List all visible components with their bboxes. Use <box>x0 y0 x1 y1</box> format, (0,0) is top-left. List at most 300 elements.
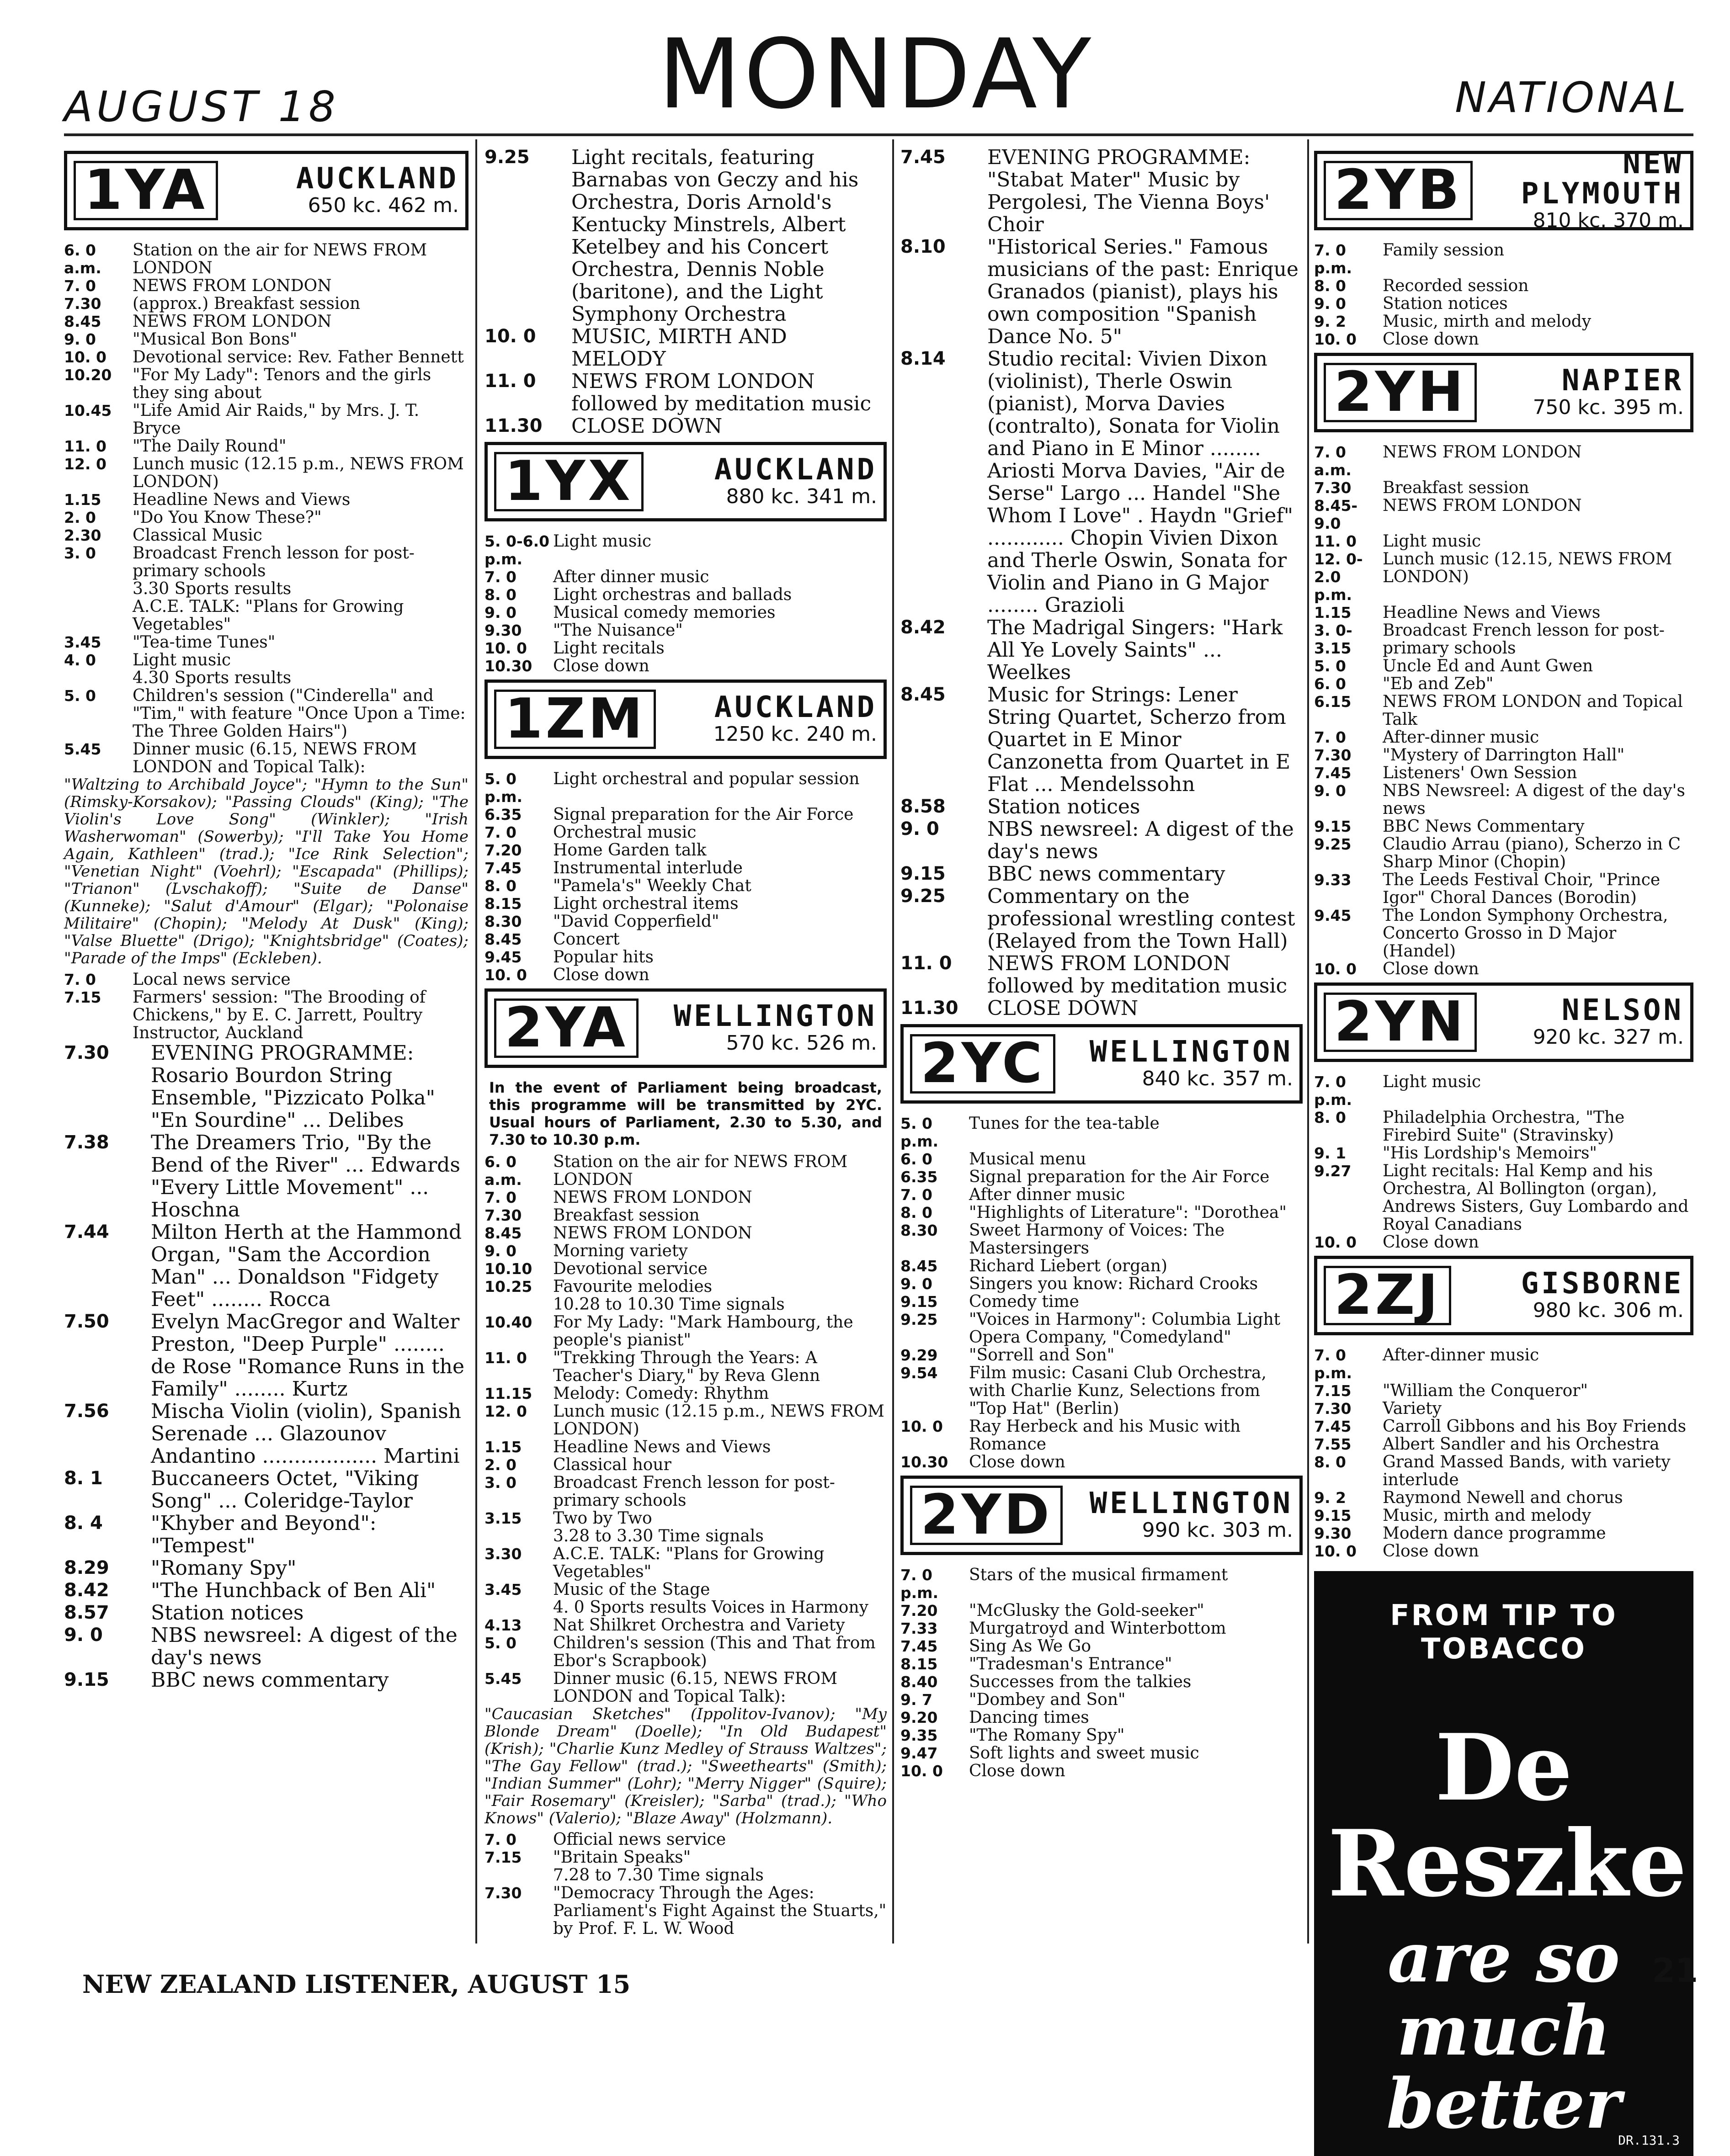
entry-description: Close down <box>553 657 649 675</box>
entry-time: 8. 0 <box>484 877 516 895</box>
entry-time: 8.57 <box>64 1602 109 1623</box>
entry-description: "Pamela's" Weekly Chat <box>553 876 751 895</box>
programme-entry <box>900 796 1303 818</box>
entry-description: Light music <box>553 532 652 551</box>
station-meta <box>296 164 459 218</box>
entry-time: 9. 2 <box>1314 1489 1346 1507</box>
station-meta <box>1533 995 1684 1049</box>
schedule-1zm <box>484 770 887 984</box>
programme-entry <box>1314 479 1693 497</box>
programme-entry <box>64 740 468 776</box>
entry-time: 9.30 <box>484 621 522 639</box>
programme-entry <box>1314 1162 1693 1233</box>
programme-entry <box>900 1726 1303 1744</box>
entry-description: Signal preparation for the Air Force <box>553 805 854 824</box>
schedule-1ya-late <box>484 146 887 437</box>
entry-description: Station on the air for NEWS FROM LONDON <box>553 1152 848 1189</box>
entry-description: After dinner music <box>969 1185 1125 1204</box>
entry-time: 6. 0 a.m. <box>484 1153 522 1189</box>
entry-description: Film music: Casani Club Orchestra, with Charlie Kunz, Selections from "Top Hat" (Berlin) <box>969 1364 1267 1418</box>
entry-time: 9.15 <box>1314 818 1352 835</box>
station-city: AUCKLAND <box>714 690 877 724</box>
entry-description: Uncle Ed and Aunt Gwen <box>1383 657 1593 675</box>
entry-time: 9. 0 <box>1314 782 1346 800</box>
parliament-note: In the event of Parliament being broadcast, this programme will be transmitted by 2YC. Usual hours of Parliament, 2.30 to 5.30, and 7.30 to 10.30 p.m. <box>489 1079 882 1148</box>
entry-time: 7. 0 p.m. <box>1314 1073 1352 1109</box>
entry-time: 3.15 <box>484 1509 522 1527</box>
entry-description: Albert Sandler and his Orchestra <box>1383 1435 1660 1454</box>
entry-description: NBS Newsreel: A digest of the day's news <box>1383 781 1685 818</box>
station-header-1yx <box>484 442 887 521</box>
entry-time: 8. 4 <box>64 1513 103 1534</box>
entry-time: 6. 0 <box>900 1150 932 1168</box>
station-header-2yb <box>1314 147 1693 232</box>
programme-entry <box>1314 313 1693 330</box>
entry-description: Children's session ("Cinderella" and "Tim," with feature "Once Upon a Time: The Three Golden Hairs") <box>133 686 466 741</box>
entry-time: 2. 0 <box>484 1456 516 1474</box>
entry-description: Light recitals, featuring Barnabas von Geczy and his Orchestra, Doris Arnold's Kentucky Minstrels, Albert Ketelbey and his Concert Orchestra, Dennis Noble (baritone), and the Light Symphony Orchestra <box>571 146 859 326</box>
programme-entry <box>1314 693 1693 728</box>
schedule-2yb <box>1314 241 1693 348</box>
entry-time: 7.45 <box>1314 764 1352 782</box>
entry-description: Light music <box>1383 532 1481 551</box>
entry-description: Dinner music (6.15, NEWS FROM LONDON and Topical Talk): <box>133 740 417 776</box>
programme-entry <box>900 1257 1303 1275</box>
entry-description: NEWS FROM LONDON <box>553 1188 752 1207</box>
entry-time: 9.15 <box>900 1293 938 1311</box>
entry-description: Concert <box>553 930 620 949</box>
entry-description: EVENING PROGRAMME: Rosario Bourdon String Ensemble, "Pizzicato Polka" "En Sourdine" ... Delibes <box>151 1041 435 1132</box>
entry-description: "The Romany Spy" <box>969 1726 1125 1745</box>
programme-entry <box>484 657 887 675</box>
programme-entry <box>484 621 887 639</box>
entry-time: 8.14 <box>900 348 946 369</box>
ad-tagline: FROM TIP TO TOBACCO <box>1390 1598 1618 1665</box>
station-city: AUCKLAND <box>296 162 459 196</box>
entry-description: Grand Massed Bands, with variety interlude <box>1383 1453 1671 1489</box>
entry-description: Commentary on the professional wrestling contest (Relayed from the Town Hall) <box>987 885 1295 953</box>
entry-time: 8.29 <box>64 1557 109 1578</box>
de-reszke-advertisement <box>1314 1571 1693 2156</box>
entry-description: Singers you know: Richard Crooks <box>969 1274 1258 1293</box>
entry-description: Headline News and Views <box>1383 603 1601 622</box>
programme-entry <box>64 348 468 366</box>
programme-entry <box>64 1557 468 1579</box>
entry-time: 7.30 <box>64 1042 109 1063</box>
entry-description: "William the Conqueror" <box>1383 1381 1588 1400</box>
programme-entry <box>900 1275 1303 1293</box>
entry-time <box>64 580 133 598</box>
programme-entry <box>900 885 1303 952</box>
programme-entry <box>484 568 887 586</box>
entry-description: Nat Shilkret Orchestra and Variety <box>553 1616 845 1635</box>
programme-entry <box>64 295 468 313</box>
entry-description: The Dreamers Trio, "By the Bend of the River" ... Edwards "Every Little Movement" ... Hoschna <box>151 1131 460 1221</box>
entry-time: 8.15 <box>900 1655 938 1673</box>
programme-entry <box>900 1709 1303 1726</box>
entry-time: 9.25 <box>1314 835 1352 853</box>
programme-entry <box>484 806 887 823</box>
programme-entry <box>64 1131 468 1221</box>
station-frequency: 810 kc. 370 m. <box>1533 209 1684 232</box>
schedule-2zj <box>1314 1346 1693 1560</box>
entry-time: 8.45 <box>900 684 946 705</box>
entry-description: Favourite melodies <box>553 1277 713 1296</box>
programme-entry <box>64 366 468 402</box>
entry-description: A.C.E. TALK: "Plans for Growing Vegetables" <box>133 597 404 634</box>
entry-time: 10. 0 <box>1314 960 1357 978</box>
station-meta <box>1090 1037 1293 1091</box>
entry-description: Two by Two <box>553 1509 652 1528</box>
entry-description: Close down <box>1383 330 1479 349</box>
station-meta <box>713 692 877 746</box>
programme-entry <box>64 669 468 687</box>
entry-time: 10. 0 <box>1314 1233 1357 1251</box>
programme-entry <box>64 988 468 1042</box>
call-sign: 1YX <box>494 452 644 511</box>
programme-entry <box>900 1620 1303 1637</box>
call-sign: 2YA <box>494 998 639 1058</box>
entry-time: 7. 0 p.m. <box>1314 241 1352 277</box>
station-city: WELLINGTON <box>1089 1487 1293 1520</box>
entry-time: 7.55 <box>1314 1435 1352 1453</box>
entry-description: After-dinner music <box>1383 1346 1539 1365</box>
entry-description: Dinner music (6.15, NEWS FROM LONDON and Topical Talk): <box>553 1669 838 1706</box>
programme-entry <box>1314 871 1693 907</box>
programme-entry <box>1314 746 1693 764</box>
entry-description: Light music <box>133 651 231 669</box>
programme-entry <box>64 491 468 509</box>
programme-entry <box>900 997 1303 1020</box>
programme-entry <box>64 687 468 740</box>
call-sign: 2YH <box>1324 363 1477 422</box>
entry-description: Family session <box>1383 241 1505 260</box>
schedule-2ya <box>484 1153 887 1705</box>
programme-entry <box>64 1512 468 1557</box>
entry-description: "Voices in Harmony": Columbia Light Opera Company, "Comedyland" <box>969 1310 1281 1347</box>
entry-time: 9.25 <box>900 1311 938 1328</box>
entry-description: The London Symphony Orchestra, Concerto Grosso in D Major (Handel) <box>1383 906 1668 961</box>
entry-time: 5.45 <box>484 1670 522 1688</box>
entry-description: Musical comedy memories <box>553 603 776 622</box>
station-frequency: 650 kc. 462 m. <box>308 194 459 217</box>
entry-time: 7.20 <box>484 841 522 859</box>
entry-description: Murgatroyd and Winterbottom <box>969 1619 1226 1638</box>
station-header-2zj <box>1314 1256 1693 1335</box>
programme-entry <box>1314 1435 1693 1453</box>
programme-entry <box>484 586 887 604</box>
entry-description: BBC news commentary <box>987 862 1225 886</box>
entry-time: 4.13 <box>484 1616 522 1634</box>
programme-entry <box>1314 550 1693 604</box>
entry-time: 10. 0 <box>1314 1542 1357 1560</box>
entry-time: 6. 0 a.m. <box>64 241 101 277</box>
programme-entry <box>1314 621 1693 657</box>
entry-description: Richard Liebert (organ) <box>969 1257 1167 1275</box>
programme-entry <box>900 1186 1303 1204</box>
entry-description: NBS newsreel: A digest of the day's news <box>987 818 1294 863</box>
programme-entry <box>484 639 887 657</box>
programme-entry <box>900 146 1303 236</box>
entry-description: Broadcast French lesson for post-primary schools <box>1383 621 1665 658</box>
programme-entry <box>484 1260 887 1278</box>
entry-time: 7. 0 p.m. <box>900 1566 939 1602</box>
entry-time: 7.44 <box>64 1221 109 1243</box>
entry-description: Music, mirth and melody <box>1383 1506 1592 1525</box>
entry-time: 8.15 <box>484 895 522 913</box>
entry-description: Buccaneers Octet, "Viking Song" ... Coleridge-Taylor <box>151 1467 419 1513</box>
entry-description: "Democracy Through the Ages: Parliament's Fight Against the Stuarts," by Prof. F. L. W. Wood <box>553 1884 887 1938</box>
entry-description: Devotional service: Rev. Father Bennett <box>133 348 464 366</box>
entry-time: 9.15 <box>900 863 946 884</box>
programme-entry <box>900 1418 1303 1453</box>
entry-description: "Highlights of Literature": "Dorothea" <box>969 1203 1287 1222</box>
entry-time: 12. 0-2.0 p.m. <box>1314 550 1363 604</box>
programme-entry <box>484 1616 887 1634</box>
entry-time: 8.45-9.0 <box>1314 497 1358 532</box>
programme-entry <box>64 544 468 580</box>
entry-time: 9.33 <box>1314 871 1352 889</box>
programme-entry <box>484 948 887 966</box>
schedule-1ya-a <box>64 241 468 776</box>
entry-description: NEWS FROM LONDON <box>1383 496 1582 515</box>
entry-description: NEWS FROM LONDON followed by meditation music <box>571 370 872 415</box>
entry-time: 6.35 <box>900 1168 938 1186</box>
entry-time: 10.20 <box>64 366 112 384</box>
programme-entry <box>484 370 887 415</box>
programme-entry <box>484 913 887 930</box>
entry-description: "Britain Speaks" <box>553 1848 691 1867</box>
entry-description: Close down <box>553 966 649 984</box>
entry-time: 7.50 <box>64 1311 109 1332</box>
entry-time: 9.45 <box>1314 907 1352 924</box>
entry-description: "Dombey and Son" <box>969 1690 1126 1709</box>
programme-entry <box>484 1278 887 1296</box>
programme-entry <box>900 1221 1303 1257</box>
programme-entry <box>64 313 468 330</box>
programme-entry <box>1314 1144 1693 1162</box>
entry-time: 7. 0 a.m. <box>1314 443 1352 479</box>
programme-entry <box>1314 1418 1693 1435</box>
entry-description: "Musical Bon Bons" <box>133 330 298 349</box>
programme-entry <box>64 330 468 348</box>
entry-time: 9.15 <box>64 1669 109 1690</box>
programme-entry <box>484 877 887 895</box>
entry-description: "Mystery of Darrington Hall" <box>1383 746 1625 765</box>
schedule-2yn <box>1314 1073 1693 1251</box>
entry-description: Breakfast session <box>1383 478 1529 497</box>
programme-entry <box>484 1206 887 1224</box>
schedule-1ya-evening <box>64 1042 468 1691</box>
programme-entry <box>900 236 1303 348</box>
programme-entry <box>900 863 1303 885</box>
entry-time: 7.20 <box>900 1602 938 1620</box>
station-meta <box>714 455 877 509</box>
entry-time: 8.30 <box>484 913 522 930</box>
column-1 <box>64 146 468 1944</box>
entry-time: 10. 0 <box>64 348 106 366</box>
call-sign: 2YC <box>910 1034 1055 1094</box>
programme-entry <box>64 1669 468 1691</box>
programme-entry <box>484 1581 887 1598</box>
entry-description: Orchestral music <box>553 823 697 842</box>
entry-time: 10.30 <box>900 1453 948 1471</box>
entry-description: "Trekking Through the Years: A Teacher's Diary," by Reva Glenn <box>553 1349 820 1385</box>
programme-entry <box>64 598 468 633</box>
entry-time: 1.15 <box>484 1438 522 1456</box>
entry-time: 7.15 <box>64 988 101 1006</box>
entry-description: Close down <box>1383 1542 1479 1561</box>
programme-entry <box>1314 818 1693 835</box>
programme-entry <box>1314 835 1693 871</box>
programme-entry <box>1314 1489 1693 1507</box>
programme-entry <box>64 1579 468 1602</box>
entry-description: Music of the Stage <box>553 1580 710 1599</box>
entry-time: 5. 0-6.0 p.m. <box>484 532 550 568</box>
programme-entry <box>64 526 468 544</box>
programme-entry <box>484 1545 887 1581</box>
programme-entry <box>484 859 887 877</box>
programme-entry <box>1314 764 1693 782</box>
entry-time: 6. 0 <box>1314 675 1346 693</box>
entry-time: 1.15 <box>64 491 101 509</box>
entry-description: NEWS FROM LONDON <box>133 276 332 295</box>
entry-description: Recorded session <box>1383 276 1529 295</box>
programme-entry <box>64 1624 468 1669</box>
programme-entry <box>484 1866 887 1884</box>
schedule-2yh <box>1314 443 1693 978</box>
entry-time: 7.30 <box>1314 1400 1352 1418</box>
entry-time: 3. 0 <box>64 544 96 562</box>
programme-entry <box>484 1349 887 1385</box>
programme-entry <box>484 1242 887 1260</box>
entry-time: 5. 0 <box>64 687 96 705</box>
entry-description: Listeners' Own Session <box>1383 764 1577 782</box>
programme-entry <box>1314 295 1693 313</box>
programme-entry <box>900 1364 1303 1418</box>
entry-time: 10. 0 <box>484 639 527 657</box>
header-network: NATIONAL <box>1455 73 1689 122</box>
station-city: WELLINGTON <box>1089 1035 1293 1069</box>
programme-entry <box>484 823 887 841</box>
programme-entry <box>1314 1073 1693 1109</box>
programme-entry <box>484 841 887 859</box>
entry-time: 7. 0 <box>484 823 516 841</box>
entry-description: 3.28 to 3.30 Time signals <box>553 1527 764 1545</box>
entry-time: 7. 0 <box>484 1189 516 1206</box>
entry-time: 9. 0 <box>64 1625 103 1646</box>
schedule-1yx <box>484 532 887 675</box>
entry-description: (approx.) Breakfast session <box>133 294 361 313</box>
entry-description: Light orchestras and ballads <box>553 585 792 604</box>
entry-description: After dinner music <box>553 568 709 586</box>
station-header-2yh <box>1314 353 1693 432</box>
programme-entry <box>1314 241 1693 277</box>
station-city: NELSON <box>1561 993 1684 1027</box>
programme-entry <box>1314 1400 1693 1418</box>
entry-time: 10. 0 <box>900 1762 943 1780</box>
programme-entry <box>1314 1453 1693 1489</box>
entry-time: 8.45 <box>900 1257 938 1275</box>
programme-entry <box>1314 675 1693 693</box>
entry-time: 9. 0 <box>900 1275 932 1293</box>
entry-description: MUSIC, MIRTH AND MELODY <box>571 325 787 371</box>
entry-description: NEWS FROM LONDON <box>553 1224 752 1243</box>
entry-time: 9. 0 <box>64 330 96 348</box>
programme-entry <box>1314 277 1693 295</box>
programme-entry <box>900 1115 1303 1150</box>
entry-time <box>484 1527 553 1545</box>
entry-description: The Madrigal Singers: "Hark All Ye Lovely Saints" ... Weelkes <box>987 616 1283 684</box>
entry-description: Classical Music <box>133 526 262 545</box>
entry-description: Raymond Newell and chorus <box>1383 1488 1623 1507</box>
entry-time: 2. 0 <box>64 509 96 526</box>
entry-time: 8.45 <box>484 930 522 948</box>
entry-description: Headline News and Views <box>553 1438 771 1456</box>
entry-time: 10. 0 <box>1314 330 1357 348</box>
entry-description: "Life Amid Air Raids," by Mrs. J. T. Bryce <box>133 401 420 438</box>
entry-time: 10.10 <box>484 1260 532 1278</box>
programme-entry <box>64 1221 468 1311</box>
entry-description: Light music <box>1383 1073 1481 1091</box>
entry-time: 7.15 <box>1314 1382 1352 1400</box>
ad-slogan: are so much better <box>1386 1917 1621 2144</box>
entry-time: 10. 0 <box>484 966 527 984</box>
programme-entry <box>900 348 1303 616</box>
entry-time: 8.58 <box>900 796 946 817</box>
entry-description: Instrumental interlude <box>553 859 743 877</box>
programme-entry <box>900 616 1303 684</box>
station-frequency: 980 kc. 306 m. <box>1533 1299 1684 1322</box>
entry-time: 9.20 <box>900 1709 938 1726</box>
entry-time <box>484 1296 553 1313</box>
entry-description: Carroll Gibbons and his Boy Friends <box>1383 1417 1687 1436</box>
page-number: 21 <box>1652 1951 1698 1990</box>
entry-time: 7. 0 <box>64 277 96 295</box>
entry-description: Evelyn MacGregor and Walter Preston, "Deep Purple" ........ de Rose "Romance Runs in the Family" ........ Kurtz <box>151 1310 465 1401</box>
programme-entry <box>1314 1382 1693 1400</box>
programme-entry <box>900 952 1303 997</box>
entry-time: 6.35 <box>484 806 522 823</box>
entry-description: Light orchestral and popular session <box>553 770 860 788</box>
schedule-1ya-b <box>64 971 468 1042</box>
programme-entry <box>484 1831 887 1848</box>
entry-description: 4.30 Sports results <box>133 669 292 687</box>
entry-time: 3. 0-3.15 <box>1314 621 1352 657</box>
ad-code: DR.131.3 <box>1618 2133 1680 2148</box>
entry-time: 10.25 <box>484 1278 532 1296</box>
schedule-2yc <box>900 1115 1303 1471</box>
programme-entry <box>900 1311 1303 1346</box>
entry-description: 10.28 to 10.30 Time signals <box>553 1295 785 1314</box>
schedule-2yd <box>900 1566 1303 1780</box>
page-title: MONDAY <box>658 18 1094 130</box>
entry-time: 9.30 <box>1314 1524 1352 1542</box>
station-header-2yc <box>900 1024 1303 1104</box>
entry-description: Station notices <box>151 1601 304 1625</box>
entry-description: Sweet Harmony of Voices: The Mastersingers <box>969 1221 1225 1258</box>
entry-time: 5. 0 <box>1314 657 1346 675</box>
entry-description: Studio recital: Vivien Dixon (violinist), Therle Oswin (pianist), Morva Davies (contralto), Sonata for Violin and Piano in E Minor ........ Ariosti Morva Davies, "Air de Serse" Largo ... Handel "She Whom I Love" . Haydn "Grief" ............ Chopin Vivien Dixon and Therle Oswin, Sonata for Violin and Piano in G Major ........ Grazioli <box>987 347 1293 617</box>
programme-entry <box>900 684 1303 796</box>
programme-entry <box>900 1637 1303 1655</box>
entry-description: Station on the air for NEWS FROM LONDON <box>133 241 427 277</box>
station-meta <box>1533 366 1684 420</box>
entry-time: 5. 0 p.m. <box>900 1115 939 1150</box>
programme-entry <box>484 1848 887 1866</box>
programme-entry <box>1314 657 1693 675</box>
entry-description: "Romany Spy" <box>151 1556 297 1580</box>
